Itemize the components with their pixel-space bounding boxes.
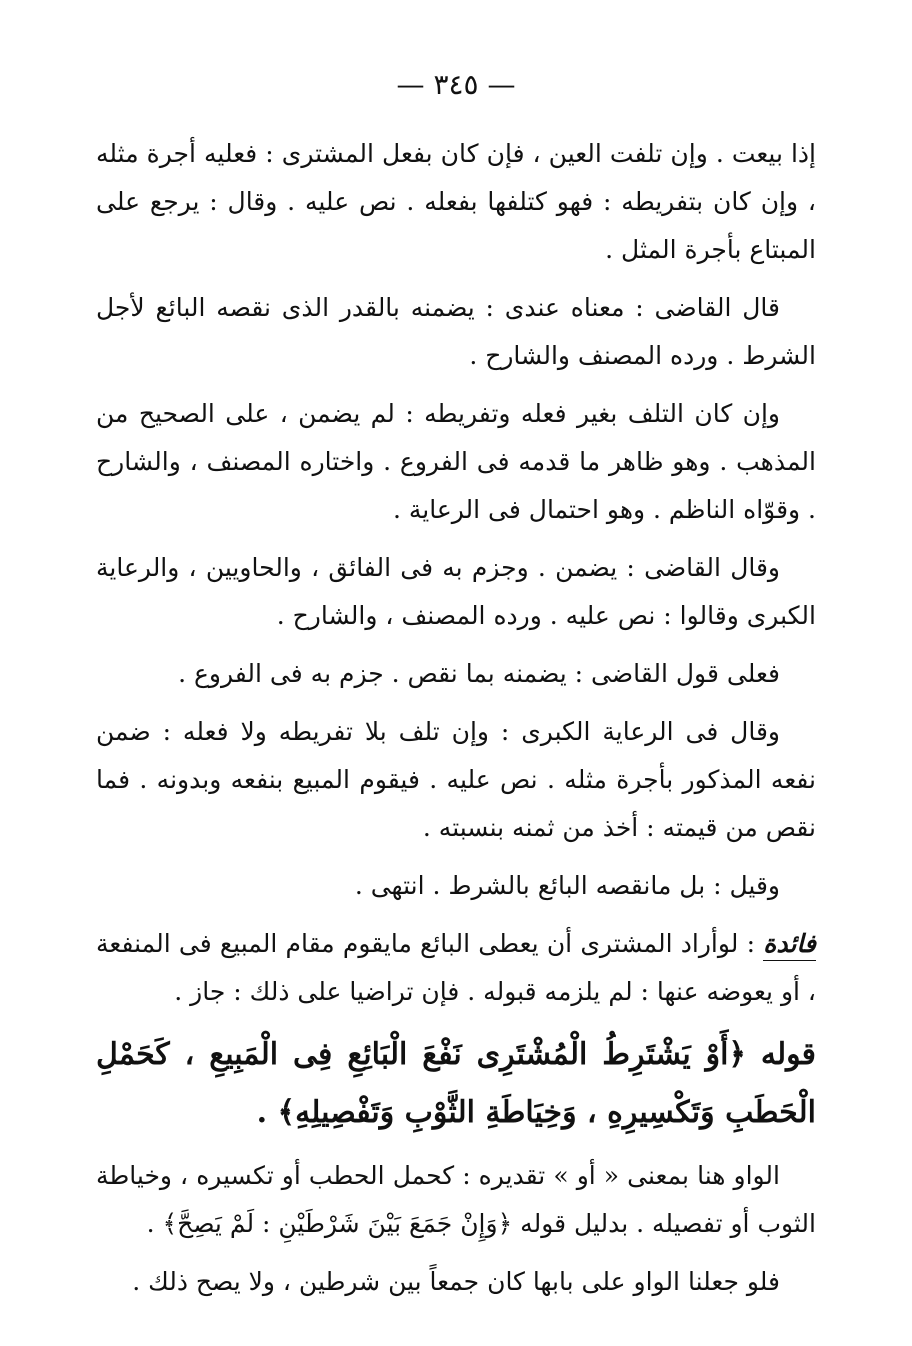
page-number: — ٣٤٥ — (396, 68, 516, 101)
paragraph-6: وقال فى الرعاية الكبرى : وإن تلف بلا تفريطه ولا فعله : ضمن نفعه المذكور بأجرة مثله . نص عليه . فيقوم المبيع بنفعه وبدونه . فما نقص من قيمته : أخذ من ثمنه بنسبته . (96, 717, 816, 842)
faida-text: : لوأراد المشترى أن يعطى البائع مايقوم مقام المبيع فى المنفعة ، أو يعوضه عنها : لم يلزمه قبوله . فإن تراضيا على ذلك : جاز . (96, 929, 816, 1006)
faida-note (96, 920, 816, 1016)
paragraph-3: وإن كان التلف بغير فعله وتفريطه : لم يضمن ، على الصحيح من المذهب . وهو ظاهر ما قدمه فى الفروع . واختاره المصنف ، والشارح . وقوّاه الناظم . وهو احتمال فى الرعاية . (96, 399, 816, 524)
paragraph-1: إذا بيعت . وإن تلفت العين ، فإن كان بفعل المشترى : فعليه أجرة مثله ، وإن كان بتفريطه : فهو كتلفها بفعله . نص عليه . وقال : يرجع على المبتاع بأجرة المثل . (96, 139, 816, 264)
paragraph-4: وقال القاضى : يضمن . وجزم به فى الفائق ، والحاويين ، والرعاية الكبرى وقالوا : نص عليه . ورده المصنف ، والشارح . (96, 553, 816, 630)
paragraph-2: قال القاضى : معناه عندى : يضمنه بالقدر الذى نقصه البائع لأجل الشرط . ورده المصنف والشارح . (96, 293, 816, 370)
body-text (96, 130, 816, 1316)
faida-label: فائدة (763, 929, 816, 961)
paragraph-7: وقيل : بل مانقصه البائع بالشرط . انتهى . (354, 871, 780, 900)
section-heading: قوله ﴿أَوْ يَشْتَرِطُ الْمُشْتَرِى نَفْعَ الْبَائِعِ فِى الْمَبِيعِ ، كَحَمْلِ الْحَطَبِ وَتَكْسِيرِهِ ، وَخِيَاطَةِ الثَّوْبِ وَتَفْصِيلِهِ﴾ . (96, 1037, 816, 1130)
paragraph-9: فلو جعلنا الواو على بابها كان جمعاً بين شرطين ، ولا يصح ذلك . (132, 1267, 780, 1296)
paragraph-5: فعلى قول القاضى : يضمنه بما نقص . جزم به فى الفروع . (178, 659, 780, 688)
paragraph-8: الواو هنا بمعنى « أو » تقديره : كحمل الحطب أو تكسيره ، وخياطة الثوب أو تفصيله . بدليل قوله ﴿وَإِنْ جَمَعَ بَيْنَ شَرْطَيْنِ : لَمْ يَصِحَّ﴾ . (96, 1161, 816, 1238)
